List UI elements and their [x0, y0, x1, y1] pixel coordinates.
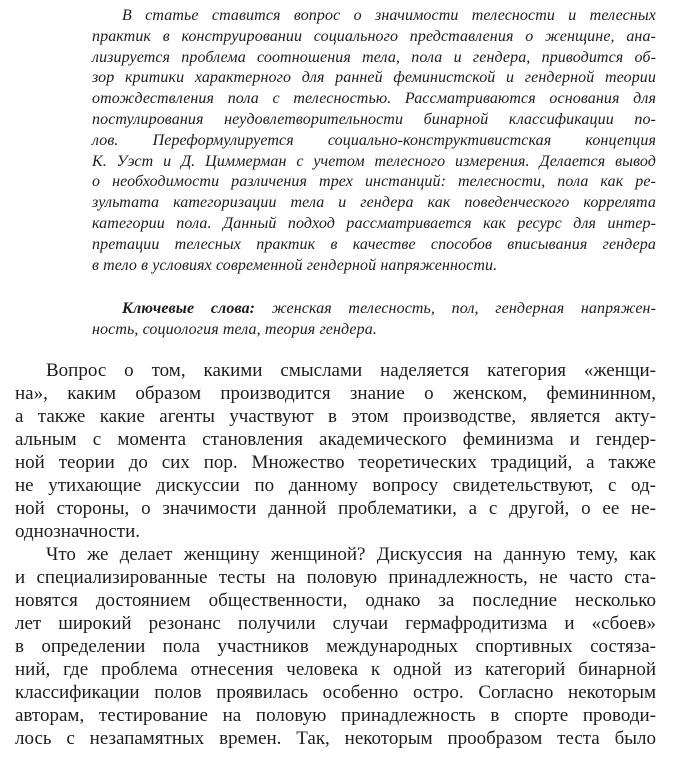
text-line: однозначности.: [15, 521, 140, 542]
keywords-label: Ключевые слова:: [122, 300, 256, 317]
text-line: практик в конструировании социального представления о женщине, ана-: [92, 27, 656, 45]
text-line: В статье ставится вопрос о значимости телесности и телесных: [122, 7, 656, 24]
text-line: лов. Переформулируется социально-конструктивистская концепция: [92, 131, 656, 149]
keywords-line-2: ность, социология тела, теория гендера.: [92, 321, 377, 338]
text-line: К. Уэст и Д. Циммерман с учетом телесного измерения. Делается вывод: [92, 152, 656, 170]
text-line: ной теории до сих пор. Множество теоретических традиций, а также: [15, 452, 656, 473]
abstract-block: [92, 6, 656, 276]
text-line: не утихающие дискуссии по данному вопросу свидетельствуют, с од-: [15, 475, 656, 496]
text-line: лось с незапамятных времен. Так, некоторым прообразом теста было: [15, 728, 656, 749]
text-line: Вопрос о том, какими смыслами наделяется категория «женщи-: [46, 360, 656, 381]
text-line: о необходимости различения трех инстанций: телесности, пола как ре-: [92, 173, 656, 191]
text-line: постулирования неудовлетворительности бинарной классификации по-: [92, 110, 656, 128]
text-line: лизируется проблема соотношения тела, пола и гендера, приводится об-: [92, 48, 656, 66]
text-line: в определении пола участников международных спортивных состяза-: [15, 636, 656, 657]
keywords-block: [92, 298, 656, 340]
body-paragraph-1: [15, 359, 656, 543]
text-line: новятся достоянием общественности, однако за последние несколько: [15, 590, 656, 611]
text-line: зор критики характерного для ранней феминистской и гендерной теории: [92, 69, 656, 87]
text-line: зультата категоризации тела и гендера как поведенческого коррелята: [92, 194, 656, 212]
text-line: ной стороны, о значимости данной проблематики, а с другой, о ее не-: [15, 498, 656, 519]
text-line: а также какие агенты участвуют в этом производстве, является акту-: [15, 406, 656, 427]
text-line: в тело в условиях современной гендерной напряженности.: [92, 256, 498, 274]
text-line: классификации полов проявилась особенно остро. Согласно некоторым: [15, 682, 656, 703]
text-line: претации телесных практик в качестве способов вписывания гендера: [92, 235, 656, 253]
text-line: авторам, тестирование на половую принадлежность в спорте проводи-: [15, 705, 656, 726]
text-line: альным с момента становления академического феминизма и гендер-: [15, 429, 656, 450]
text-line: на», каким образом производится знание о женском, фемининном,: [15, 383, 656, 404]
text-line: Что же делает женщину женщиной? Дискуссия на данную тему, как: [46, 544, 656, 565]
keywords-line-1-text: женская телесность, пол, гендерная напряжен-: [255, 300, 656, 317]
article-body: [15, 359, 656, 750]
keywords-line-1: [92, 298, 656, 319]
text-line: лет широкий резонанс получили случаи гермафродитизма и «сбоев»: [15, 613, 656, 634]
text-line: ний, где проблема отнесения человека к одной из категорий бинарной: [15, 659, 656, 680]
body-paragraph-2: [15, 543, 656, 750]
text-line: и специализированные тесты на половую принадлежность, не часто ста-: [15, 567, 656, 588]
text-line: отождествления пола с телесностью. Рассматриваются основания для: [92, 90, 656, 108]
text-line: категории пола. Данный подход рассматривается как ресурс для интер-: [92, 214, 656, 232]
